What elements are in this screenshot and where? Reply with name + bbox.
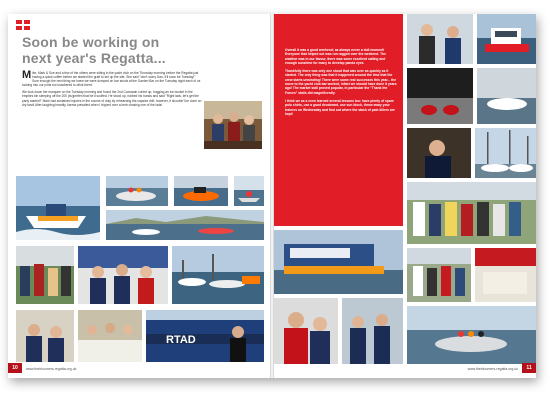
left-page [8,14,270,378]
photo-crew-at-bar [204,101,262,149]
right-footer [274,361,536,373]
right-paragraph-2: Thankfully there was only one shout that was over as quickly as it started. The only thing was that it happened around the time that the crew starts unwinding! There were some real successes this year... the move to the yacht club bar worked, infact we should have done it years ago! The market stall proved popular, in particular the "Thank the Forces" stalls did magnificently. [285,69,397,95]
article-body [22,71,202,107]
photo-man-speaking [407,128,471,178]
page-number-right: 11 [522,363,536,373]
paragraph-2: We took down the marquee on the Tuesday morning and found the 2nd Coxswain curled up, hugging an ice bucket in the empties bin sleeping off the 200 (bu)prefen that he'd scoffed. He stood up, rubbed his hands and said "Right lads, let's get the party started!" Mark had sustained injuries in the course of duty by rehearsing the capsize drill; however, it shouldn't be done on dry land! After laughing heartily, karma prevailed when I tripped over a kerb chasing one of the lads! [22,90,202,107]
magazine-spread [8,14,536,378]
photo-boat-wheelhouse [477,14,536,64]
photo-market-crowd [16,246,74,304]
lifeboat-flag-icon [16,20,30,30]
title-line-2: next year's Regatta... [22,50,166,66]
photo-crew-group [342,298,403,364]
right-page [274,14,536,378]
red-panel-text [285,48,397,120]
photo-spectators [407,248,471,302]
footer-url-left: www.thebloomers-regatta.org.uk [26,367,77,371]
photo-crew-on-deck [407,14,473,64]
photo-crew-posing [78,246,168,304]
photo-crew-drinks [274,298,338,364]
boat-sign-text: RTAD [166,334,196,346]
right-paragraph-3: I think we as a crew learned several lessons too: have plenty of spare polo shirts, use a good deodorant, use sun block, throw away your trainers on Wednesday and find out where the stash of pain killers are kept! [285,98,395,116]
photo-diners-table [78,310,142,362]
photo-inflatable-boat [407,306,536,364]
photo-lifeboat-close [274,230,403,294]
photo-lifeboat-at-sea [16,176,100,240]
right-paragraph-1: Overall it was a good weekend; as always never a dull moment! Everyone that helped out was run ragged over the weekend. The weather was in our favour, there was some excellent sailing and enough sunshine for many to develop panda eyes. [285,48,386,65]
page-title [22,34,222,66]
photo-stall [475,248,536,302]
photo-lifeboat-sign [146,310,264,362]
red-text-panel [274,14,403,226]
photo-festival-crowd [407,182,536,244]
photo-harbour-panorama [106,210,264,240]
paragraph-1: ike, Mark & Sue and a few of the others were sitting in the yacht club on the Thursday morning before the Regatta just having a quick coffee before we started the graft to set up the site. She said "don't worry Dan, it'll soon be Tuesday!" Sure enough the next thing we knew we were dumped on bar stools at the Garden Bar on the Tuesday night each of us looking into our pints too knackered to drink them! [22,71,201,88]
left-footer [8,361,270,373]
title-line-1: Soon be working on [22,34,160,50]
photo-crew-sitting [16,310,74,362]
photo-jetski [234,176,264,206]
footer-url-right: www.thebloomers-regatta.org.uk [467,367,518,371]
page-number-left: 10 [8,363,22,373]
photo-yachts-marina [475,128,536,178]
drop-cap: M [22,69,32,81]
photo-harbour-boats [172,246,264,304]
photo-dinghy-crew [106,176,168,206]
photo-red-shoes [407,68,473,124]
photo-mooring-boat [477,68,536,124]
photo-rescue-boat [174,176,228,206]
